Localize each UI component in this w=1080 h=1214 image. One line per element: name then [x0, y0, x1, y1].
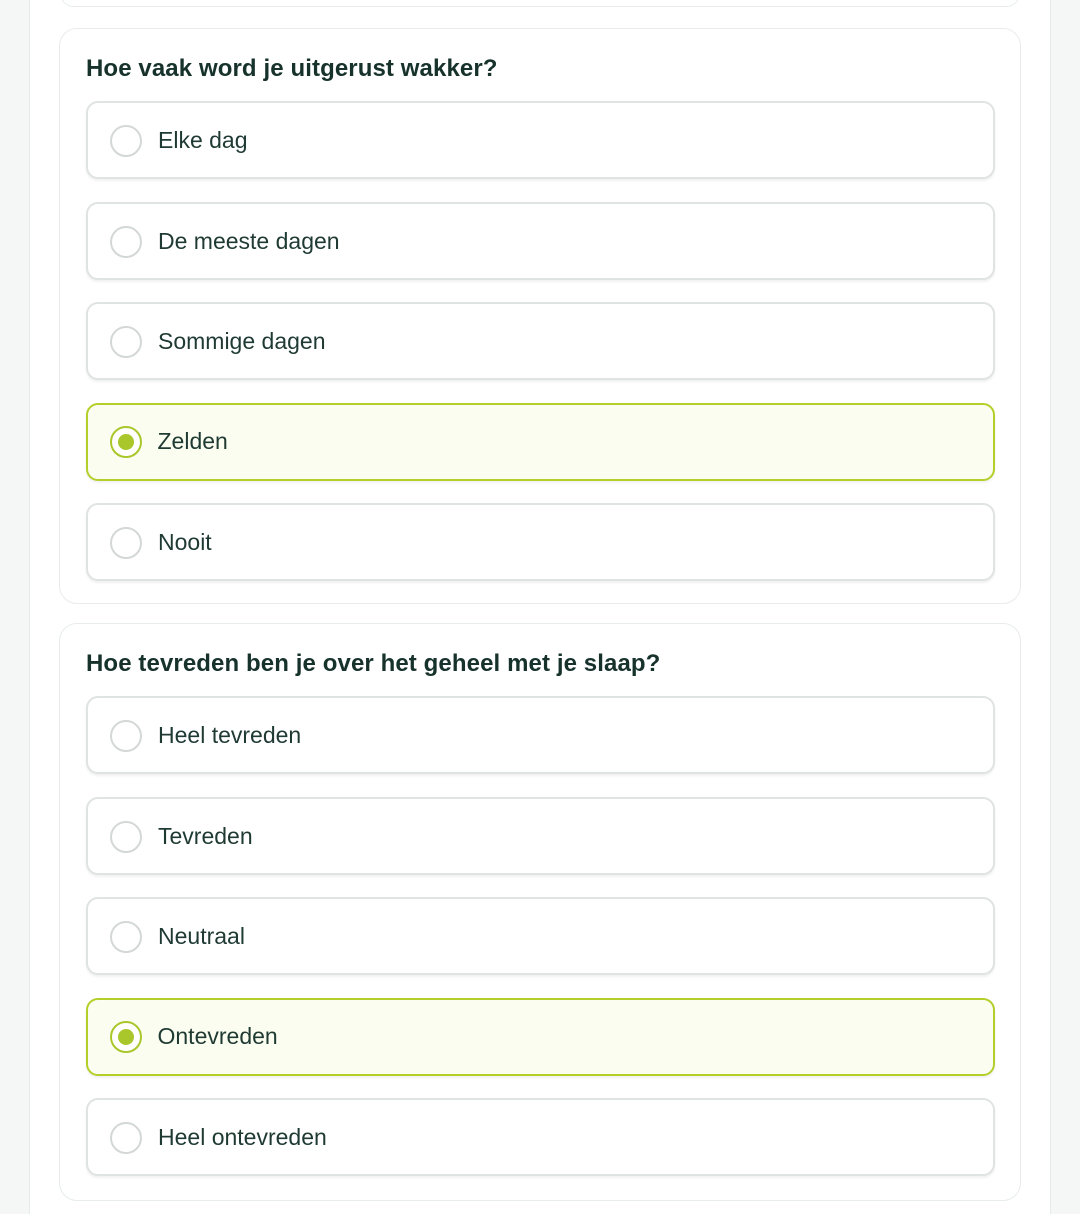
radio-unchecked-icon[interactable] [110, 125, 142, 157]
radio-unchecked-icon[interactable] [110, 720, 142, 752]
option-label: Sommige dagen [158, 328, 326, 354]
option-ontevreden[interactable] [86, 998, 995, 1076]
radio-unchecked-icon[interactable] [110, 821, 142, 853]
option-sommige-dagen[interactable] [86, 302, 995, 380]
previous-question-card [60, 0, 1020, 7]
option-label: Ontevreden [157, 1023, 278, 1049]
option-zelden[interactable] [86, 403, 995, 481]
radio-dot-icon [118, 1029, 134, 1045]
option-label: Heel ontevreden [158, 1124, 327, 1150]
question-card-sleep-satisfaction [59, 623, 1021, 1201]
option-nooit[interactable] [86, 503, 995, 581]
radio-unchecked-icon[interactable] [110, 1122, 142, 1154]
option-neutraal[interactable] [86, 897, 995, 975]
radio-checked-icon[interactable] [110, 426, 142, 458]
option-label: Neutraal [158, 923, 245, 949]
option-label: Nooit [158, 529, 212, 555]
question-title: Hoe tevreden ben je over het geheel met je slaap? [86, 650, 661, 677]
option-heel-tevreden[interactable] [86, 696, 995, 774]
option-tevreden[interactable] [86, 797, 995, 875]
option-label: Heel tevreden [158, 722, 302, 748]
option-heel-ontevreden[interactable] [86, 1098, 995, 1176]
radio-unchecked-icon[interactable] [110, 326, 142, 358]
radio-group [86, 101, 995, 604]
option-elke-dag[interactable] [86, 101, 995, 179]
radio-group [86, 696, 995, 1199]
option-label: Tevreden [158, 822, 253, 849]
option-label: Elke dag [158, 127, 248, 153]
question-card-wake-rested [59, 28, 1021, 604]
option-label: De meeste dagen [158, 227, 340, 254]
radio-checked-icon[interactable] [110, 1021, 142, 1053]
option-de-meeste-dagen[interactable] [86, 202, 995, 280]
radio-dot-icon [118, 434, 134, 450]
question-title: Hoe vaak word je uitgerust wakker? [86, 55, 498, 82]
option-label: Zelden [157, 428, 228, 454]
radio-unchecked-icon[interactable] [110, 527, 142, 559]
radio-unchecked-icon[interactable] [110, 226, 142, 258]
radio-unchecked-icon[interactable] [110, 921, 142, 953]
